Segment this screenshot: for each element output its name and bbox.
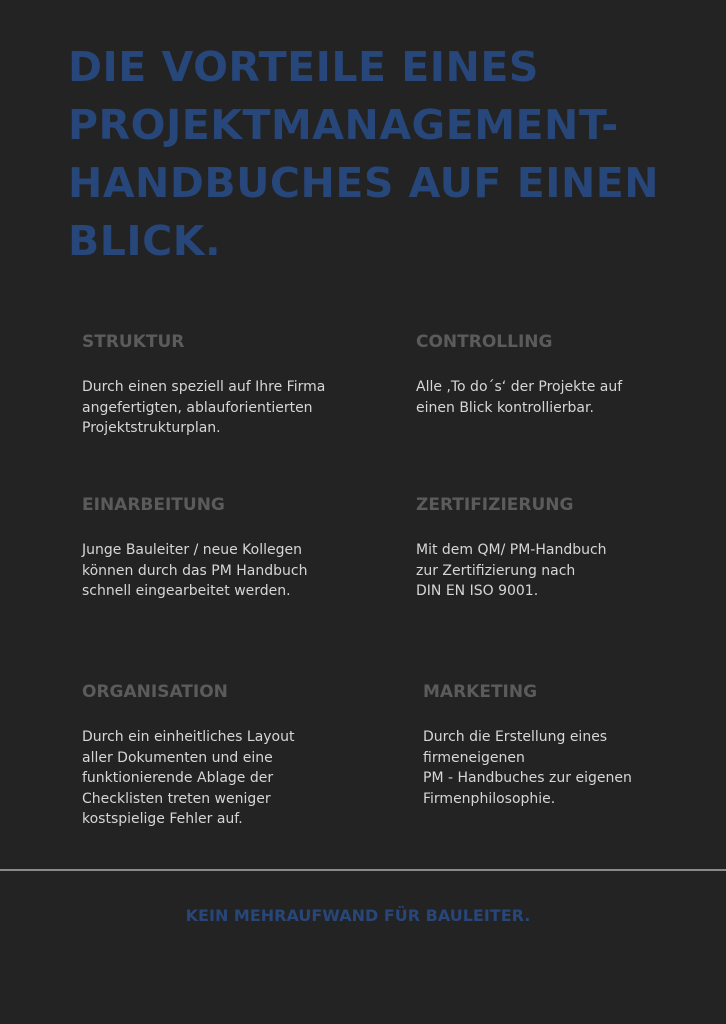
- body-line: angefertigten, ablauforientierten: [82, 399, 313, 416]
- title-line: DIE VORTEILE EINES: [68, 43, 539, 91]
- section-heading: ZERTIFIZIERUNG: [416, 495, 574, 515]
- section-controlling: [416, 331, 676, 418]
- section-heading: ORGANISATION: [82, 682, 228, 702]
- title-line: BLICK.: [68, 217, 222, 265]
- body-line: Firmenphilosophie.: [423, 790, 556, 807]
- section-body: [416, 540, 676, 602]
- section-struktur: [82, 331, 342, 439]
- body-line: Mit dem QM/ PM-Handbuch: [416, 542, 607, 558]
- section-heading: CONTROLLING: [416, 332, 553, 352]
- body-line: Durch die Erstellung eines: [423, 729, 608, 745]
- body-line: einen Blick kontrollierbar.: [416, 399, 594, 416]
- section-heading: STRUKTUR: [82, 332, 185, 352]
- body-line: schnell eingearbeitet werden.: [82, 583, 291, 599]
- body-line: zur Zertifizierung nach: [416, 562, 576, 579]
- section-zertifizierung: [416, 494, 676, 602]
- section-body: [416, 377, 676, 418]
- body-line: firmeneigenen: [423, 749, 525, 766]
- body-line: Durch einen speziell auf Ihre Firma: [82, 379, 326, 395]
- body-line: aller Dokumenten und eine: [82, 749, 273, 766]
- section-body: [423, 727, 683, 809]
- section-marketing: [423, 681, 683, 809]
- section-organisation: [82, 681, 342, 830]
- body-line: funktionierende Ablage der: [82, 770, 274, 786]
- section-heading: EINARBEITUNG: [82, 495, 225, 515]
- body-line: Durch ein einheitliches Layout: [82, 729, 295, 745]
- title-line: HANDBUCHES AUF EINEN: [68, 159, 660, 207]
- body-line: können durch das PM Handbuch: [82, 562, 308, 579]
- title-line: PROJEKTMANAGEMENT-: [68, 101, 619, 149]
- body-line: DIN EN ISO 9001.: [416, 583, 539, 599]
- body-line: Checklisten treten weniger: [82, 790, 271, 807]
- body-line: Projektstrukturplan.: [82, 420, 221, 436]
- section-body: [82, 377, 342, 439]
- section-body: [82, 727, 342, 830]
- body-line: Alle ‚To do´s‘ der Projekte auf: [416, 379, 623, 395]
- page-title: [68, 38, 688, 270]
- section-heading: MARKETING: [423, 682, 538, 702]
- body-line: PM - Handbuches zur eigenen: [423, 770, 632, 786]
- footer-tagline: KEIN MEHRAUFWAND FÜR BAULEITER.: [185, 906, 531, 925]
- section-body: [82, 540, 342, 602]
- section-einarbeitung: [82, 494, 342, 602]
- body-line: Junge Bauleiter / neue Kollegen: [82, 542, 302, 558]
- body-line: kostspielige Fehler auf.: [82, 811, 243, 827]
- footer-divider: [0, 869, 726, 871]
